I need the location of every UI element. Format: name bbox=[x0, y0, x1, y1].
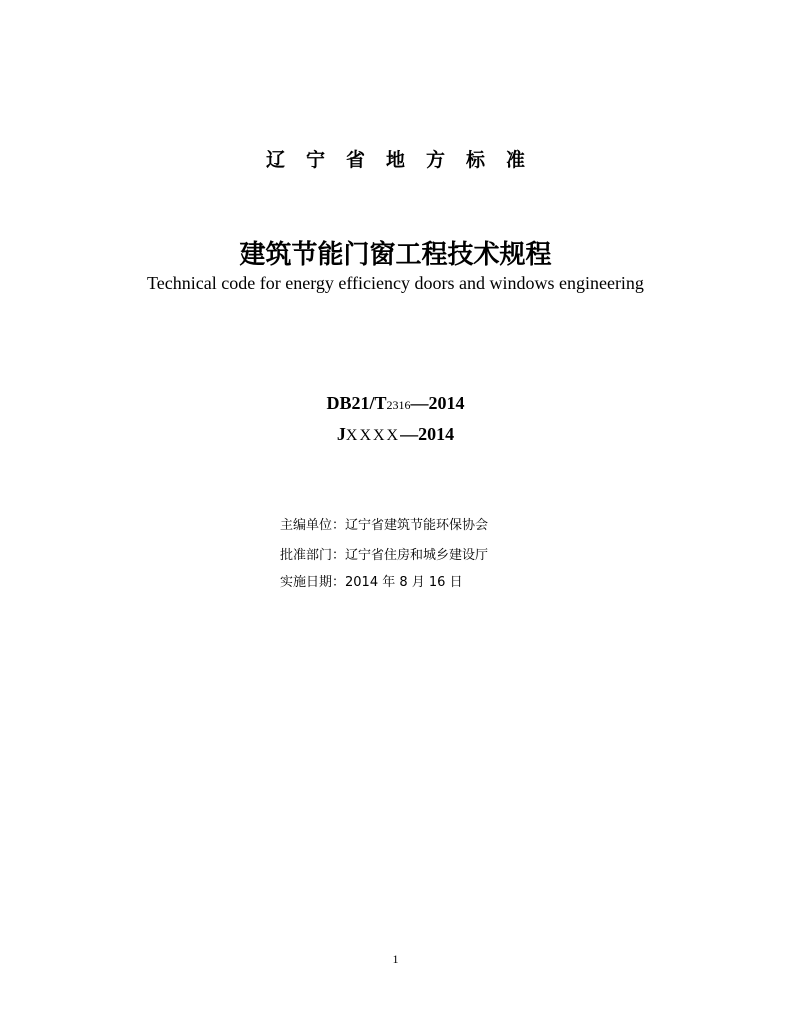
j-code-year: 2014 bbox=[418, 424, 455, 444]
editor-unit-label: 主编单位： bbox=[280, 518, 346, 533]
db-code-dash: — bbox=[410, 393, 429, 413]
standard-type-heading: 辽宁省地方标准 bbox=[265, 149, 546, 171]
approving-department-label: 批准部门： bbox=[280, 548, 346, 563]
db-code-number: 2316 bbox=[386, 398, 411, 412]
db-standard-code bbox=[0, 391, 791, 417]
j-code-number: XXXX bbox=[345, 427, 401, 444]
db-code-prefix: DB21/T bbox=[326, 393, 387, 413]
approving-department-value: 辽宁省住房和城乡建设厅 bbox=[345, 548, 489, 563]
page-number: 1 bbox=[392, 952, 399, 966]
implementation-date-line bbox=[280, 574, 463, 592]
j-code-dash: — bbox=[400, 424, 419, 444]
editor-unit-line bbox=[280, 517, 488, 535]
document-title-english: Technical code for energy efficiency doors and windows engineering bbox=[147, 273, 644, 293]
implementation-date-value: 2014 年 8 月 16 日 bbox=[345, 575, 463, 590]
implementation-date-label: 实施日期： bbox=[280, 575, 346, 590]
document-title-chinese: 建筑节能门窗工程技术规程 bbox=[239, 240, 552, 270]
approving-department-line bbox=[280, 547, 488, 565]
db-code-year: 2014 bbox=[428, 393, 465, 413]
j-code-prefix: J bbox=[336, 424, 346, 444]
editor-unit-value: 辽宁省建筑节能环保协会 bbox=[345, 518, 489, 533]
j-registration-code bbox=[0, 422, 791, 448]
